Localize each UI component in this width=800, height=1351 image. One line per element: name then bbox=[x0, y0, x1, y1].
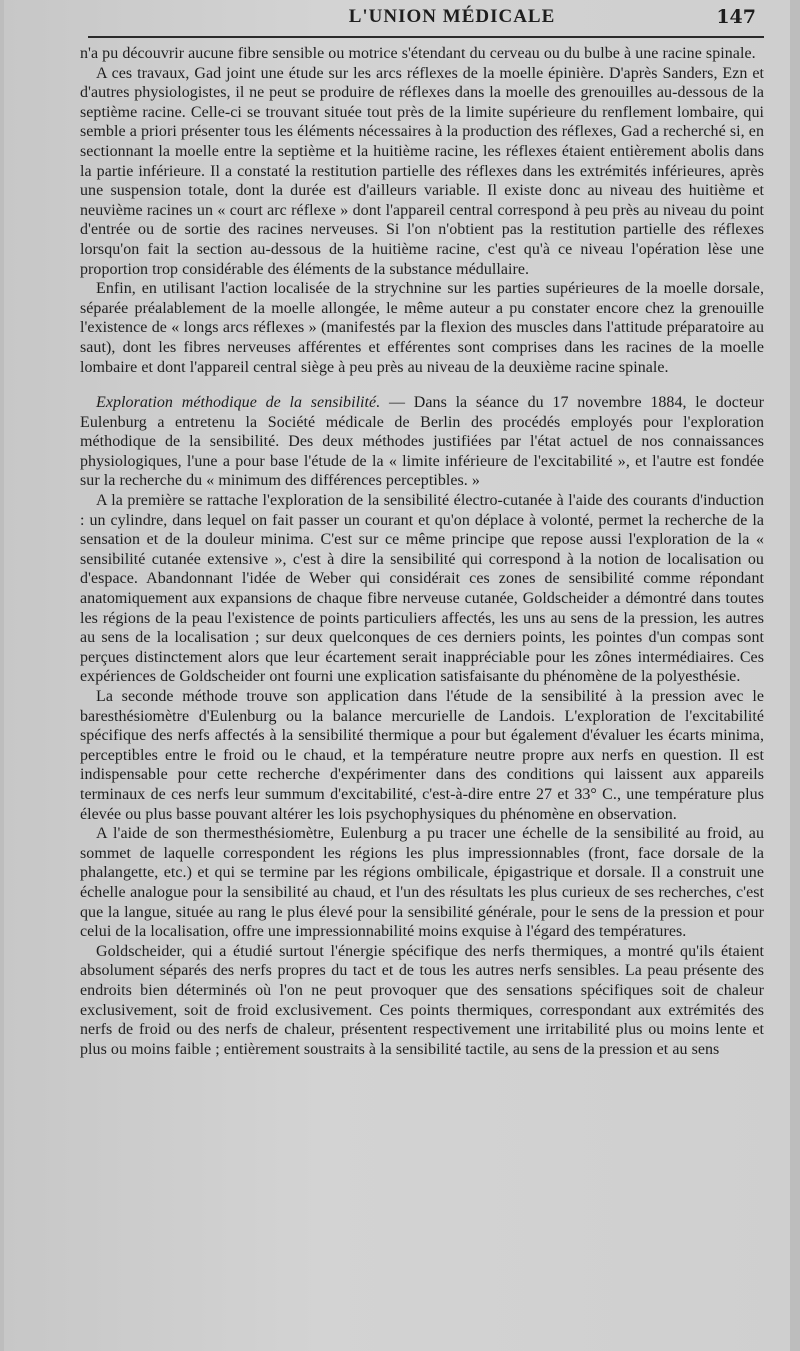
paragraph-first-method: A la première se rattache l'exploration de la sensibilité électro-cutanée à l'aide des courants d'induction : un cylindre, dans lequel on fait passer un courant et qu'on déplace à volonté, permet la recherche de la sensation et de la douleur minima. C'est sur ce même principe que repose aussi l'exploration de la « sensibilité cutanée extensive », c'est à dire la sensibilité qui correspond à la notion de localisation ou d'espace. Abandonnant l'idée de Weber qui considérait ces zones de sensibilité comme répondant anatomiquement aux expansions de chaque fibre nerveuse cutanée, Goldscheider a démontré dans toutes les régions de la peau l'existence de points particuliers affectés, les uns au sens de la pression, les autres au sens de la localisation ; sur deux quelconques de ces derniers points, les pointes d'un compas sont perçues distinctement alors que leur écartement serait inappréciable pour les zônes intermédiaires. Ces expériences de Goldscheider ont fourni une explication satisfaisante du phénomène de la polyesthésie. bbox=[80, 492, 764, 686]
paragraph-goldscheider: Goldscheider, qui a étudié surtout l'énergie spécifique des nerfs thermiques, a montré qu'ils étaient absolument séparés des nerfs propres du tact et de tous les autres nerfs sensibles. La peau présente des endroits bien déterminés où l'on ne peut provoquer que des sensations spécifiques soit de chaleur exclusivement, soit de froid exclusivement. Ces points thermiques, correspondant aux extrémités des nerfs de froid ou des nerfs de chaleur, présentent respectivement une irritabilité plus ou moins lente et plus ou moins faible ; entièrement soustraits à la sensibilité tactile, au sens de la pression et au sens bbox=[80, 942, 764, 1058]
journal-page bbox=[4, 0, 790, 1351]
paragraph-continuation: n'a pu découvrir aucune fibre sensible ou motrice s'étendant du cerveau ou du bulbe à une racine spinale. bbox=[80, 45, 756, 62]
paragraph-second-method: La seconde méthode trouve son application dans l'étude de la sensibilité à la pression avec le baresthésiomètre d'Eulenburg ou la balance mercurielle de Landois. L'exploration de l'excitabilité spécifique des nerfs affectés à la sensibilité thermique a pour but également d'évaluer les écarts minima, perceptibles entre le froid ou le chaud, et la température neutre propre aux nerfs en question. Il est indispensable pour cette recherche d'expérimenter dans des conditions qui laissent aux appareils terminaux de ces nerfs leur summum d'excitabilité, c'est-à-dire entre 27 et 33° C., une température plus élevée ou plus basse pouvant altérer les lois psychophysiques du phénomène en observation. bbox=[80, 688, 764, 823]
text-column bbox=[80, 44, 764, 1059]
section-title: Exploration méthodique de la sensibilité. bbox=[96, 394, 381, 412]
journal-title: L'UNION MÉDICALE bbox=[348, 6, 556, 27]
paragraph-strychnine: Enfin, en utilisant l'action localisée de la strychnine sur les parties supérieures de la moelle dorsale, séparée préalablement de la moelle allongée, le même auteur a pu constater encore chez la grenouille l'existence de « longs arcs réflexes » (manifestés par la flexion des muscles dans l'attitude préparatoire au saut), dont les fibres nerveuses afférentes et efférentes sont comprises dans les racines de la moelle lombaire et dont l'appareil central siège à peu près au niveau de la deuxième racine spinale. bbox=[80, 280, 764, 376]
section-intro-text: — Dans la séance du 17 novembre 1884, le docteur Eulenburg a entretenu la Société médicale de Berlin des procédés employés pour l'exploration méthodique de la sensibilité. Des deux méthodes justifiées par l'état actuel de nos connaissances physiologiques, l'une a pour base l'étude de la « limite inférieure de l'excitabilité », et l'autre est fondée sur la recherche du « minimum des différences perceptibles. » bbox=[80, 394, 764, 490]
paragraph-thermesthesiometer: A l'aide de son thermesthésiomètre, Eulenburg a pu tracer une échelle de la sensibilité au froid, au sommet de laquelle correspondent les régions les plus impressionnables (front, face dorsale de la phalangette, etc.) et qui se termine par les régions ombilicale, épigastrique et dorsale. Il a construit une échelle analogue pour la sensibilité au chaud, et l'un des résultats les plus curieux de ses recherches, c'est que la langue, située au rang le plus élevé pour la sensibilité générale, pour le sens de la pression et pour celui de la localisation, offre une impressionnabilité moins exquise à l'égard des températures. bbox=[80, 825, 764, 941]
paragraph-exploration bbox=[80, 393, 764, 491]
page-number: 147 bbox=[716, 6, 756, 28]
header-rule bbox=[88, 36, 764, 38]
paragraph-reflex-arcs: A ces travaux, Gad joint une étude sur les arcs réflexes de la moelle épinière. D'après Sanders, Ezn et d'autres physiologistes, il ne peut se produire de réflexes dans la moelle des grenouilles au-dessous de la septième racine. Celle-ci se trouvant située tout près de la limite supérieure du renflement lombaire, qui semble a priori présenter tous les éléments nécessaires à la production des réflexes, Gad a recherché si, en sectionnant la moelle entre la septième et la huitième racine, les réflexes étaient entièrement abolis dans la partie inférieure. Il a constaté la restitution partielle des réflexes dans les extrémités inférieures, après une suspension totale, dont la durée est d'ailleurs variable. Il existe donc au niveau des huitième et neuvième racines un « court arc réflexe » dont l'appareil central correspond à peu près au niveau du point d'entrée ou de sortie des racines nerveuses. Si l'on n'obtient pas la restitution partielle des réflexes lorsqu'on fait la section au-dessous de la huitième racine, c'est qu'à ce niveau l'opération lèse une proportion trop considérable des éléments de la substance médullaire. bbox=[80, 64, 764, 278]
running-head bbox=[80, 6, 764, 32]
